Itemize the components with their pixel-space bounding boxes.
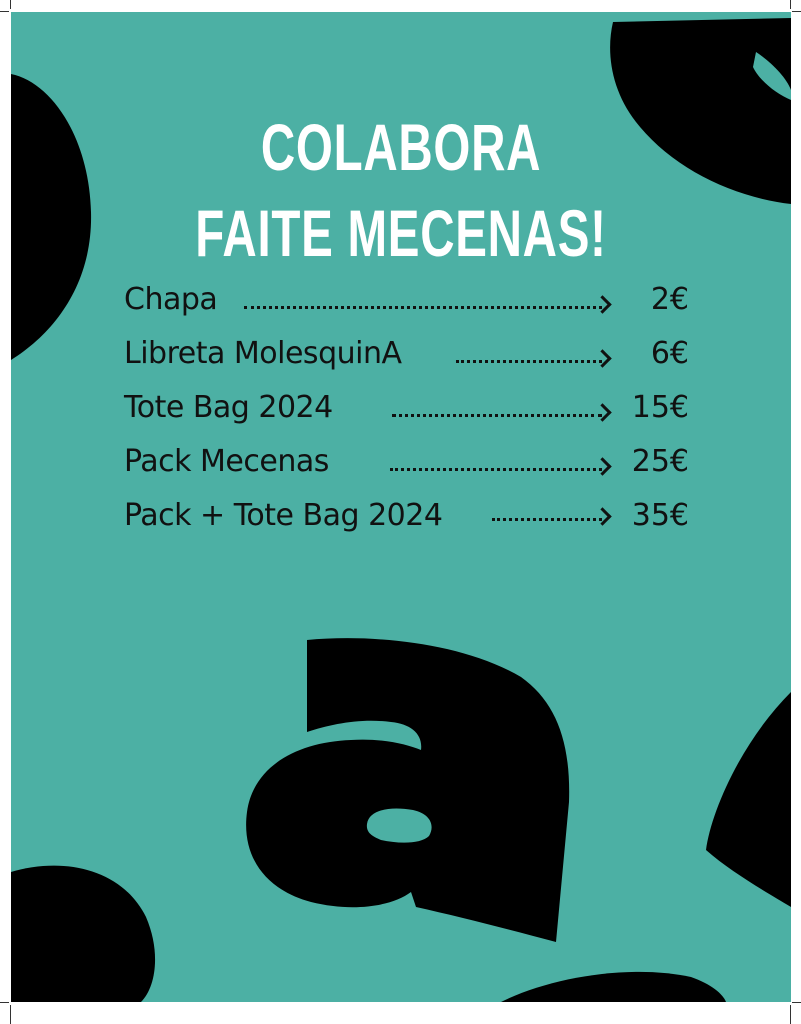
left-blob-shape	[11, 74, 91, 360]
arrow-right-icon	[593, 349, 611, 367]
arrow-right-icon	[593, 457, 611, 475]
crop-mark-bottom-left-h	[0, 1002, 9, 1003]
letter-a-shape	[246, 638, 569, 942]
item-price: 25€	[631, 444, 689, 479]
list-item	[124, 334, 689, 388]
crop-mark-top-left-v	[10, 0, 11, 9]
bottom-left-blob-shape	[11, 866, 155, 1002]
arrow-right-icon	[593, 295, 611, 313]
item-name: Pack Mecenas	[124, 444, 329, 479]
arrow-right-icon	[593, 403, 611, 421]
crop-mark-bottom-left-v	[10, 1005, 11, 1024]
list-item	[124, 280, 689, 334]
dotted-leader	[390, 468, 602, 471]
bottom-center-blob-shape	[501, 972, 726, 1002]
item-price: 2€	[650, 282, 689, 317]
crop-mark-top-left-h	[0, 11, 9, 12]
item-price: 15€	[631, 390, 689, 425]
dotted-leader	[492, 518, 602, 521]
item-price: 35€	[631, 498, 689, 533]
crop-mark-bottom-right-v	[790, 1005, 791, 1024]
title-line-1: COLABORA	[260, 110, 542, 184]
item-price: 6€	[650, 336, 689, 371]
arrow-right-icon	[593, 507, 611, 525]
poster	[11, 12, 791, 1002]
list-item	[124, 442, 689, 496]
dotted-leader	[244, 306, 602, 309]
crop-mark-top-right-h	[792, 11, 801, 12]
title-line-2: FAITE MECENAS!	[195, 196, 607, 270]
dotted-leader	[392, 414, 602, 417]
price-list	[124, 280, 689, 550]
list-item	[124, 388, 689, 442]
list-item	[124, 496, 689, 550]
crop-mark-top-right-v	[790, 0, 791, 9]
right-slab-shape	[706, 692, 791, 907]
item-name: Tote Bag 2024	[124, 390, 333, 425]
item-name: Pack + Tote Bag 2024	[124, 498, 443, 533]
item-name: Libreta MolesquinA	[124, 336, 402, 371]
dotted-leader	[456, 360, 602, 363]
item-name: Chapa	[124, 282, 218, 317]
crop-mark-bottom-right-h	[792, 1002, 801, 1003]
